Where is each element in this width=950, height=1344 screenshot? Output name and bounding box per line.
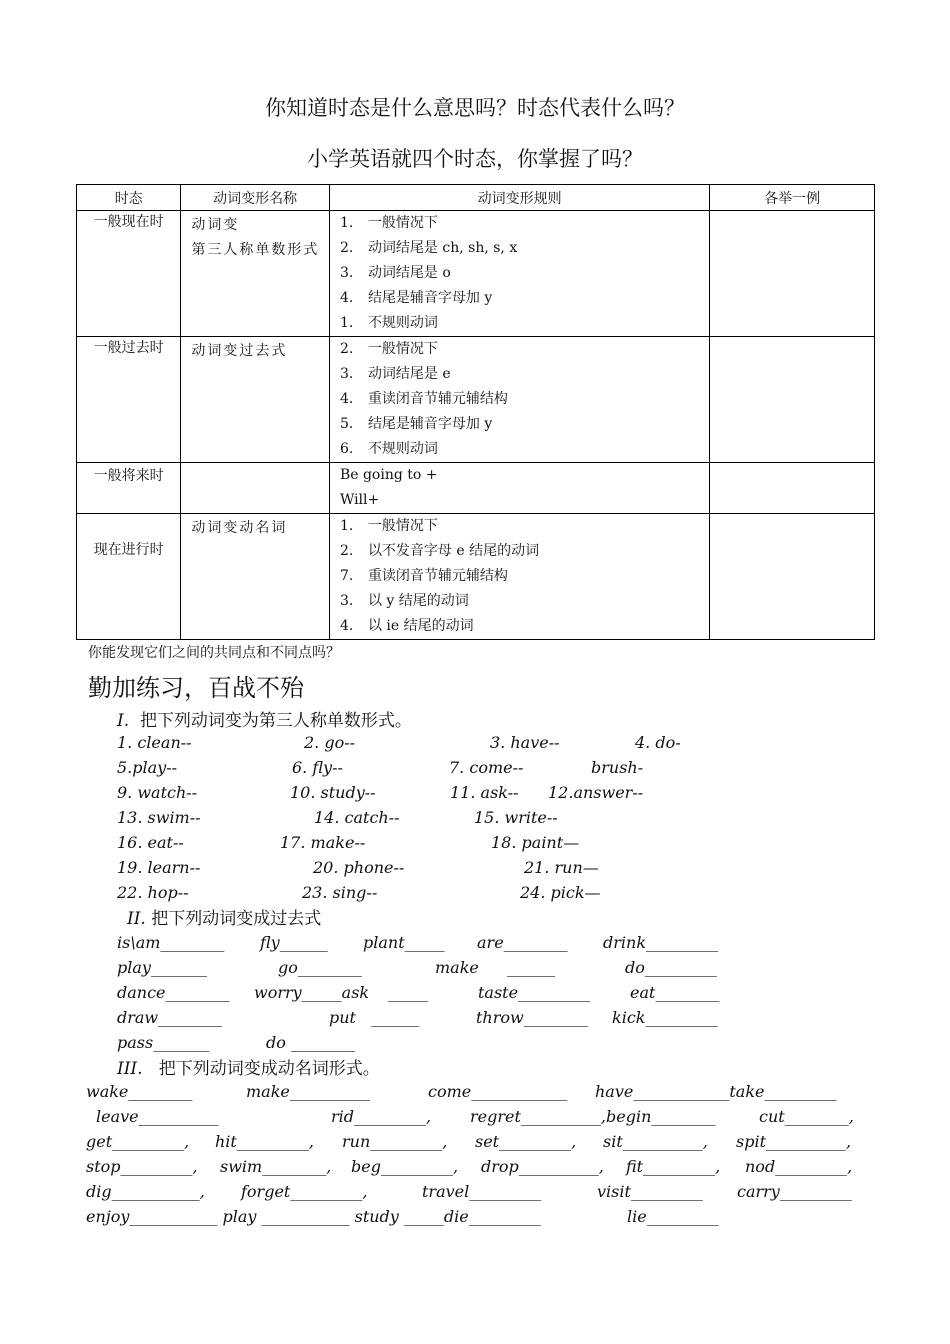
rules-cell [329, 211, 709, 337]
exercise-item: 1. clean-- [117, 733, 192, 752]
exercise-item: 3. have-- [490, 733, 560, 752]
exercise-item: are________ [477, 933, 568, 952]
header-verb-form: 动词变形名称 [181, 185, 330, 211]
rule-number: 2. [339, 240, 354, 256]
exercise-item: _____ [388, 983, 428, 1002]
exercise-item: play_______ [117, 958, 207, 977]
rule-text: 以 y 结尾的动词 [367, 593, 469, 609]
rule-number: 3. [339, 366, 354, 382]
exercise-item: eat________ [630, 983, 720, 1002]
exercise-item: 12.answer-- [548, 783, 644, 802]
rules-cell [329, 337, 709, 463]
example-cell[interactable] [710, 514, 875, 640]
rules-cell [329, 514, 709, 640]
exercise-item: 18. paint— [491, 833, 580, 852]
exercise-item: ______ [507, 958, 555, 977]
exercise-item: taste_________ [478, 983, 591, 1002]
rules-cell [329, 463, 709, 514]
exercise-item: come____________ [428, 1082, 568, 1101]
exercise-item: beg_________, [351, 1157, 459, 1176]
exercise-item: do_________ [625, 958, 717, 977]
rule-text: 不规则动词 [367, 441, 438, 457]
table-header-row [77, 185, 875, 211]
exercise-item: put [329, 1008, 356, 1027]
exercise-item: 22. hop-- [117, 883, 189, 902]
exercise-item: run_________, [342, 1132, 448, 1151]
exercise-item: carry_________ [737, 1182, 852, 1201]
verb-form-text: 动词变 第三人称单数形式 [191, 217, 320, 258]
exercise-item: hit_________, [215, 1132, 314, 1151]
exercise-item: nod_________, [745, 1157, 853, 1176]
rule-number: 1. [339, 315, 354, 331]
rule-line [330, 412, 709, 437]
exercise-item: draw________ [117, 1008, 223, 1027]
exercise-item: travel_________ [422, 1182, 542, 1201]
rule-line [330, 362, 709, 387]
tense-cell: 一般过去时 [77, 337, 181, 463]
tense-cell [77, 514, 181, 640]
rule-text: 结尾是辅音字母加 y [367, 290, 493, 306]
header-tense: 时态 [77, 185, 181, 211]
exercise-item: 16. eat-- [117, 833, 184, 852]
exercise-item: throw________ [476, 1008, 588, 1027]
discussion-question: 你能发现它们之间的共同点和不同点吗？ [88, 645, 340, 661]
verb-form-cell [181, 463, 330, 514]
exercise-item: 19. learn-- [117, 858, 201, 877]
exercise-item: make [435, 958, 479, 977]
rule-line [330, 488, 709, 513]
rule-line [330, 463, 709, 488]
rule-line [330, 564, 709, 589]
rule-number: 3. [339, 593, 354, 609]
exercise-item: 21. run— [524, 858, 599, 877]
exercise-item: 9. watch-- [117, 783, 198, 802]
practice-heading: 勤加练习，百战不殆 [88, 674, 304, 702]
table-row [77, 463, 875, 514]
rule-line [330, 286, 709, 311]
exercise-item: fit_________, [626, 1157, 721, 1176]
rule-line [330, 437, 709, 462]
tense-cell: 一般现在时 [77, 211, 181, 337]
example-cell[interactable] [710, 463, 875, 514]
exercise-item: 13. swim-- [117, 808, 201, 827]
exercise-item: 6. fly-- [292, 758, 343, 777]
table-row [77, 337, 875, 463]
rule-text: 一般情况下 [367, 341, 438, 357]
exercise-item: regret__________,begin________ [470, 1107, 716, 1126]
header-rules: 动词变形规则 [329, 185, 709, 211]
verb-form-text [181, 463, 329, 465]
rule-number: 7. [339, 568, 354, 584]
tense-text: 一般将来时 [93, 468, 164, 484]
exercise-item: 24. pick— [520, 883, 601, 902]
exercise-item: drop__________, [481, 1157, 604, 1176]
exercise-item: cut________, [759, 1107, 854, 1126]
exercise-item: fly______ [260, 933, 328, 952]
exercise-item: dig___________, [86, 1182, 205, 1201]
rule-line [330, 539, 709, 564]
verb-form-cell [181, 337, 330, 463]
section-3-heading [117, 1054, 380, 1079]
exercise-item: dance________ [117, 983, 230, 1002]
rule-number: 1. [339, 518, 354, 534]
exercise-item: enjoy___________ play ___________ study _____die_________ [86, 1207, 541, 1226]
example-cell[interactable] [710, 337, 875, 463]
table-row [77, 211, 875, 337]
rule-number: 5. [339, 416, 354, 432]
exercise-item: plant_____ [363, 933, 445, 952]
rule-text: 一般情况下 [367, 518, 438, 534]
exercise-item: 23. sing-- [302, 883, 378, 902]
rule-line [330, 614, 709, 639]
exercise-item: have____________take_________ [595, 1082, 837, 1101]
exercise-item: brush- [591, 758, 644, 777]
rule-text: 动词结尾是 ch, sh, s, x [367, 240, 518, 256]
verb-form-cell [181, 211, 330, 337]
exercise-item: pass_______ [117, 1033, 210, 1052]
exercise-item: make__________ [246, 1082, 370, 1101]
exercise-item: spit__________, [736, 1132, 852, 1151]
rule-line [330, 211, 709, 236]
exercise-item: drink_________ [603, 933, 719, 952]
exercise-item: get_________, [86, 1132, 190, 1151]
rule-text: 以不发音字母 e 结尾的动词 [367, 543, 540, 559]
section-2-heading [127, 904, 321, 929]
exercise-item: stop_________, [86, 1157, 198, 1176]
exercise-item: 7. come-- [449, 758, 524, 777]
exercise-item: do ________ [266, 1033, 355, 1052]
exercise-item: worry_____ask [254, 983, 370, 1002]
exercise-item: sit__________, [603, 1132, 708, 1151]
section-number: II. [127, 909, 146, 929]
section-title: 把下列动词变成动名词形式。 [158, 1059, 380, 1079]
section-1-heading [117, 706, 412, 731]
rule-line [330, 514, 709, 539]
rule-text: 动词结尾是 e [367, 366, 451, 382]
rule-text: Be going to + [339, 467, 438, 483]
rule-line [330, 261, 709, 286]
exercise-item: visit_________ [597, 1182, 703, 1201]
table-row [77, 514, 875, 640]
exercise-item: 15. write-- [474, 808, 558, 827]
rule-text: Will+ [339, 492, 380, 508]
rule-text: 重读闭音节辅元辅结构 [367, 391, 508, 407]
section-title: 把下列动词变为第三人称单数形式。 [139, 711, 412, 731]
verb-form-text: 动词变动名词 [191, 520, 288, 536]
rule-line [330, 387, 709, 412]
section-number: III. [117, 1059, 143, 1079]
exercise-item: 17. make-- [280, 833, 366, 852]
exercise-item: ______ [371, 1008, 419, 1027]
exercise-item: forget_________, [241, 1182, 368, 1201]
rule-text: 结尾是辅音字母加 y [367, 416, 493, 432]
rule-text: 不规则动词 [367, 315, 438, 331]
page-title-line-2: 小学英语就四个时态，你掌握了吗？ [307, 147, 643, 171]
exercise-item: go________ [278, 958, 362, 977]
rule-text: 动词结尾是 o [367, 265, 451, 281]
rule-number: 6. [339, 441, 354, 457]
rule-text: 一般情况下 [367, 215, 438, 231]
rule-number: 4. [339, 391, 354, 407]
tense-table [76, 184, 875, 640]
rule-line [330, 311, 709, 336]
exercise-item: 5.play-- [117, 758, 178, 777]
rule-text: 重读闭音节辅元辅结构 [367, 568, 508, 584]
rule-number: 4. [339, 290, 354, 306]
section-title: 把下列动词变成过去式 [151, 909, 322, 929]
section-number: I. [117, 711, 130, 731]
exercise-item: 4. do- [635, 733, 681, 752]
verb-form-cell [181, 514, 330, 640]
rule-number: 2. [339, 341, 354, 357]
exercise-item: 11. ask-- [450, 783, 519, 802]
rule-line [330, 236, 709, 261]
rule-number: 4. [339, 618, 354, 634]
tense-text: 现在进行时 [93, 542, 164, 558]
rule-line [330, 337, 709, 362]
page-title-line-1: 你知道时态是什么意思吗？时态代表什么吗？ [265, 96, 685, 120]
verb-form-text: 动词变过去式 [191, 343, 288, 359]
exercise-item: 10. study-- [290, 783, 376, 802]
exercise-item: set_________, [475, 1132, 577, 1151]
exercise-item: swim________, [220, 1157, 332, 1176]
exercise-item: 14. catch-- [314, 808, 400, 827]
rule-text: 以 ie 结尾的动词 [367, 618, 474, 634]
tense-cell [77, 463, 181, 514]
exercise-item: leave__________ [96, 1107, 219, 1126]
exercise-item: wake________ [86, 1082, 193, 1101]
rule-number: 1. [339, 215, 354, 231]
exercise-item: rid_________, [331, 1107, 432, 1126]
exercise-item: is\am________ [117, 933, 225, 952]
exercise-item: 2. go-- [304, 733, 356, 752]
rule-number: 3. [339, 265, 354, 281]
example-cell[interactable] [710, 211, 875, 337]
exercise-item: lie_________ [627, 1207, 719, 1226]
rule-number: 2. [339, 543, 354, 559]
header-example: 各举一例 [710, 185, 875, 211]
rule-line [330, 589, 709, 614]
exercise-item: 20. phone-- [313, 858, 405, 877]
exercise-item: kick_________ [612, 1008, 718, 1027]
